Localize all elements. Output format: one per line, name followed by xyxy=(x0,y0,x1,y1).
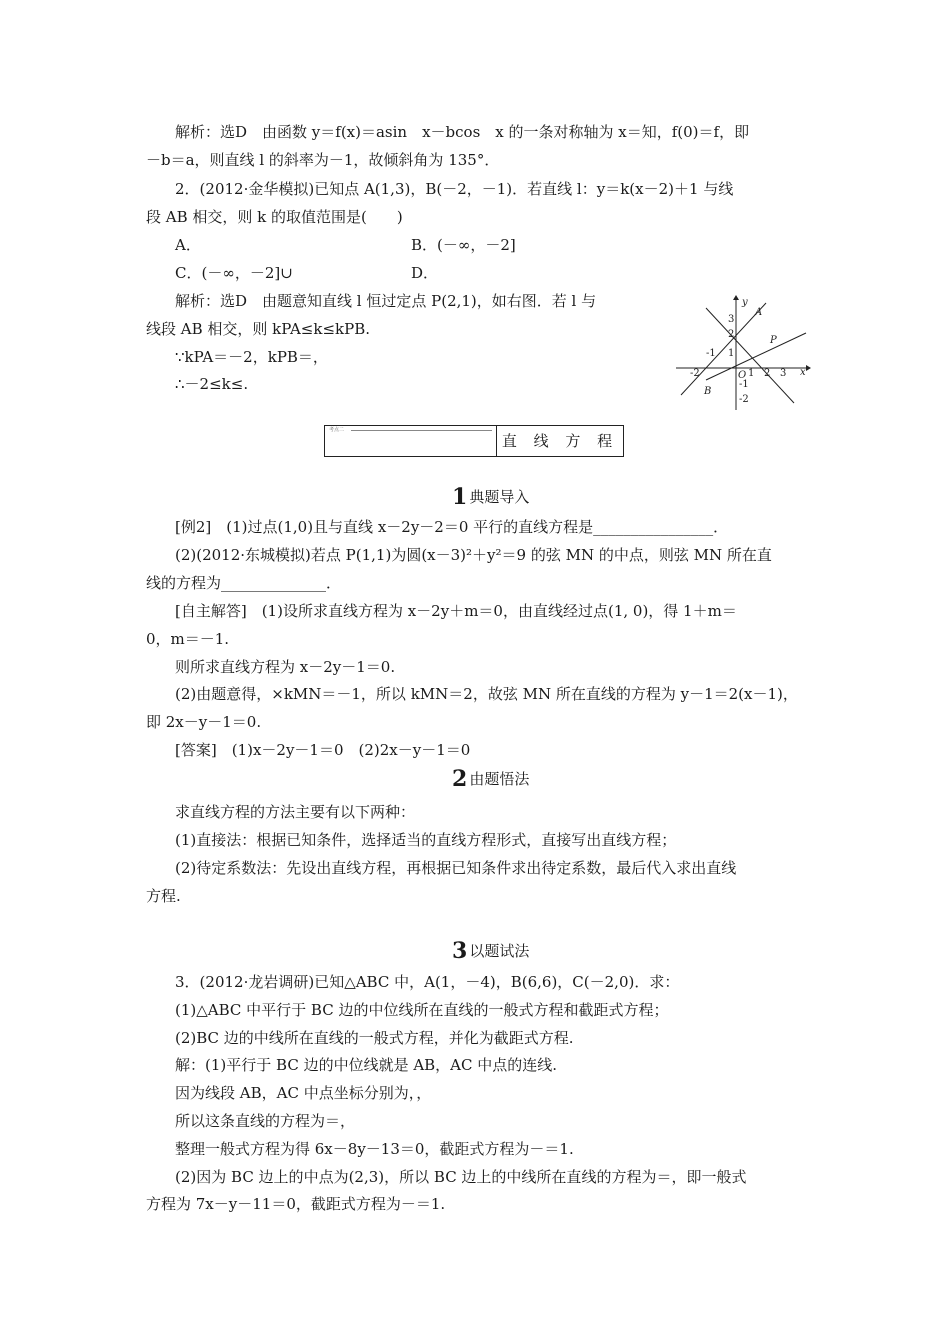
text-line: (2)由题意得，×kMN＝－1，所以 kMN＝2，故弦 MN 所在直线的方程为 y－1＝2(x－1)， xyxy=(175,685,798,703)
subsection-header-3 xyxy=(452,940,529,962)
question-2: 2．(2012·金华模拟)已知点 A(1,3)，B(－2，－1)．若直线 l：y＝k(x－2)＋1 与线 xyxy=(175,180,734,198)
y-arrow xyxy=(733,295,739,300)
subsection-number: 3 xyxy=(452,938,468,964)
text-line: ∵kPA＝－2，kPB＝， xyxy=(175,348,328,366)
point-a-label: A xyxy=(755,307,763,318)
line-shallow xyxy=(706,333,806,380)
text-line: (1)△ABC 中平行于 BC 边的中位线所在直线的一般式方程和截距式方程； xyxy=(175,1001,669,1019)
text-line: ∴－2≤k≤. xyxy=(175,375,249,393)
y-axis-label: y xyxy=(742,297,748,308)
text-line: 整理一般式方程为得 6x－8y－13＝0，截距式方程为－＝1. xyxy=(175,1140,574,1158)
text-line: (1)直接法：根据已知条件，选择适当的直线方程形式，直接写出直线方程； xyxy=(175,831,677,849)
section-tag: 考点二 xyxy=(329,427,345,433)
subsection-number: 1 xyxy=(452,484,468,510)
tick-label: 1 xyxy=(748,368,755,379)
point-p-label: P xyxy=(770,335,777,346)
text-line: 则所求直线方程为 x－2y－1＝0. xyxy=(175,658,396,676)
text-line: (2)待定系数法：先设出直线方程，再根据已知条件求出待定系数，最后代入求出直线 xyxy=(175,859,737,877)
text-line: 线的方程为______________． xyxy=(146,574,342,592)
subsection-header-2 xyxy=(452,768,529,790)
point-b-label: B xyxy=(704,386,712,397)
text-line: (2)(2012·东城模拟)若点 P(1,1)为圆(x－3)²＋y²＝9 的弦 MN 的中点，则弦 MN 所在直 xyxy=(175,546,772,564)
question-3: 3．(2012·龙岩调研)已知△ABC 中，A(1，－4)，B(6,6)，C(－2,0)．求： xyxy=(175,973,680,991)
section-tag-cell xyxy=(325,426,497,456)
x-axis-label: x xyxy=(800,367,806,378)
subsection-number: 2 xyxy=(452,766,468,792)
x-arrow xyxy=(806,365,811,371)
text-line: 即 2x－y－1＝0. xyxy=(146,713,262,731)
tick-label: 1 xyxy=(728,348,735,359)
subsection-label: 典题导入 xyxy=(469,488,530,506)
divider xyxy=(351,430,492,431)
origin-label: O xyxy=(738,370,747,381)
text-line: 方程. xyxy=(146,887,181,905)
subsection-label: 由题悟法 xyxy=(469,770,530,788)
line-ab xyxy=(681,303,766,395)
subsection-label: 以题试法 xyxy=(469,942,530,960)
tick-label: 2 xyxy=(728,329,735,340)
option-d: D． xyxy=(411,264,439,282)
text-line: 线段 AB 相交，则 kPA≤k≤kPB. xyxy=(146,320,370,338)
tick-label: -2 xyxy=(739,394,749,405)
example-2: [例2] (1)过点(1,0)且与直线 x－2y－2＝0 平行的直线方程是________________． xyxy=(175,518,729,536)
tick-label: 2 xyxy=(764,368,771,379)
subsection-header-1 xyxy=(452,486,529,508)
option-c: C．(－∞，－2]∪ xyxy=(175,264,293,282)
text-line: 解析：选D 由函数 y＝f(x)＝asin x－bcos x 的一条对称轴为 x＝知，f(0)＝f，即 xyxy=(175,123,750,141)
text-line: 方程为 7x－y－11＝0，截距式方程为－＝1. xyxy=(146,1195,446,1213)
tick-label: -1 xyxy=(706,348,716,359)
text-line: －b＝a，则直线 l 的斜率为－1，故倾斜角为 135°． xyxy=(146,151,500,169)
answer-line: [答案] (1)x－2y－1＝0 (2)2x－y－1＝0 xyxy=(175,741,471,759)
text-line: (2)因为 BC 边上的中点为(2,3)，所以 BC 边上的中线所在直线的方程为＝，即一般式 xyxy=(175,1168,747,1186)
text-line: 因为线段 AB，AC 中点坐标分别为，， xyxy=(175,1084,432,1102)
option-a: A． xyxy=(175,236,201,254)
option-b: B．(－∞，－2] xyxy=(411,236,516,254)
section-title-box xyxy=(324,425,624,457)
text-line: 求直线方程的方法主要有以下两种： xyxy=(175,803,416,821)
tick-label: -2 xyxy=(690,368,700,379)
tick-label: 3 xyxy=(728,314,735,325)
text-line: 解：(1)平行于 BC 边的中位线就是 AB，AC 中点的连线. xyxy=(175,1056,558,1074)
tick-label: -1 xyxy=(739,379,749,390)
coordinate-graph xyxy=(676,295,811,410)
text-line: 解析：选D 由题意知直线 l 恒过定点 P(2,1)，如右图．若 l 与 xyxy=(175,292,597,310)
text-line: [自主解答] (1)设所求直线方程为 x－2y＋m＝0，由直线经过点(1, 0)，得 1＋m＝ xyxy=(175,602,737,620)
text-line: (2)BC 边的中线所在直线的一般式方程，并化为截距式方程. xyxy=(175,1029,574,1047)
text-line: 所以这条直线的方程为＝， xyxy=(175,1112,356,1130)
text-line: 段 AB 相交，则 k 的取值范围是( ) xyxy=(146,208,403,226)
section-title: 直 线 方 程 xyxy=(501,432,619,450)
tick-label: 3 xyxy=(780,368,787,379)
line-steep xyxy=(706,308,794,403)
text-line: 0，m＝－1. xyxy=(146,630,230,648)
